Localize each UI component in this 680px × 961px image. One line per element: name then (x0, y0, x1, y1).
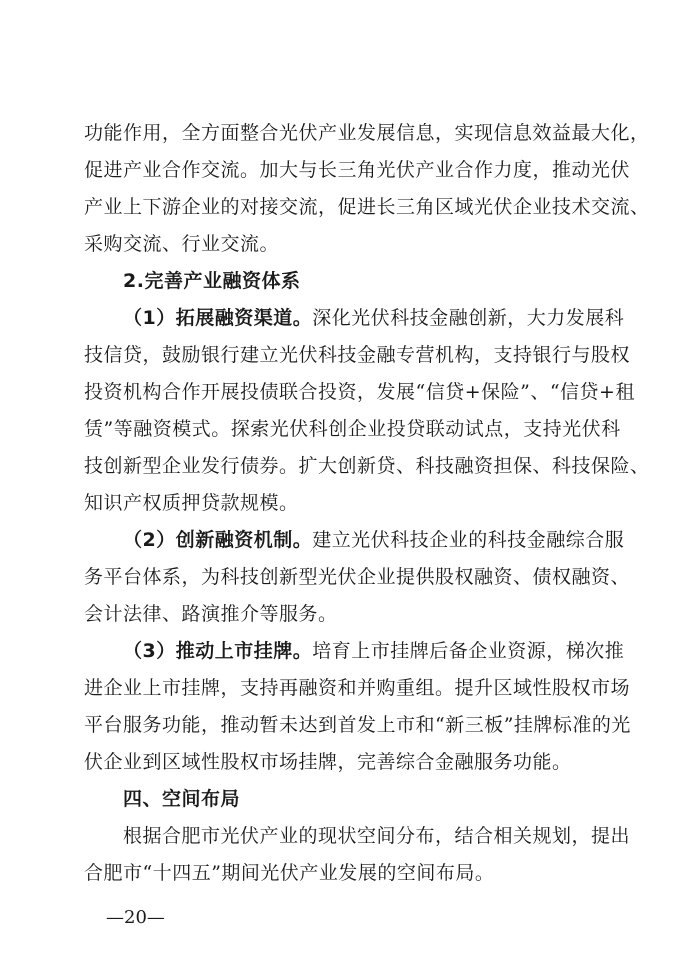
paragraph-text: 深化光伏科技金融创新，大力发展科 (312, 307, 625, 329)
paragraph-line: 务平台体系，为科技创新型光伏企业提供股权融资、债权融资、 (84, 566, 631, 588)
paragraph-line (123, 303, 625, 333)
paragraph-line: 会计法律、路演推介等服务。 (84, 603, 338, 625)
paragraph-line: 知识产权质押贷款规模。 (84, 492, 299, 514)
paragraph-title: （2）创新融资机制。 (123, 529, 313, 551)
section-heading: 2.完善产业融资体系 (123, 270, 301, 292)
page-number: —20— (106, 907, 165, 928)
paragraph-line: 技创新型企业发行债券。扩大创新贷、科技融资担保、科技保险、 (84, 455, 650, 477)
paragraph-line: 合肥市“十四五”期间光伏产业发展的空间布局。 (84, 862, 495, 884)
paragraph-line: 促进产业合作交流。加大与长三角光伏产业合作力度，推动光伏 (84, 159, 631, 181)
chapter-heading: 四、空间布局 (123, 788, 241, 810)
paragraph-text: 培育上市挂牌后备企业资源，梯次推 (312, 640, 625, 662)
paragraph-line: 采购交流、行业交流。 (84, 233, 280, 255)
paragraph-line: 伏企业到区域性股权市场挂牌，完善综合金融服务功能。 (84, 751, 572, 773)
paragraph-line: 功能作用，全方面整合光伏产业发展信息，实现信息效益最大化， (84, 122, 650, 144)
paragraph-line: 产业上下游企业的对接交流，促进长三角区域光伏企业技术交流、 (84, 196, 650, 218)
paragraph-line (123, 636, 625, 666)
paragraph-line (123, 525, 625, 555)
paragraph-line: 根据合肥市光伏产业的现状空间分布，结合相关规划，提出 (123, 825, 631, 847)
paragraph-line: 技信贷，鼓励银行建立光伏科技金融专营机构，支持银行与股权 (84, 344, 631, 366)
paragraph-line: 进企业上市挂牌，支持再融资和并购重组。提升区域性股权市场 (84, 677, 631, 699)
paragraph-line: 赁”等融资模式。探索光伏科创企业投贷联动试点，支持光伏科 (84, 418, 621, 440)
paragraph-title: （3）推动上市挂牌。 (123, 640, 313, 662)
paragraph-title: （1）拓展融资渠道。 (123, 307, 313, 329)
paragraph-text: 建立光伏科技企业的科技金融综合服 (312, 529, 625, 551)
paragraph-line: 平台服务功能，推动暂未达到首发上市和“新三板”挂牌标准的光 (84, 714, 631, 736)
paragraph-line: 投资机构合作开展投债联合投资，发展“信贷+保险”、“信贷+租 (84, 381, 635, 403)
